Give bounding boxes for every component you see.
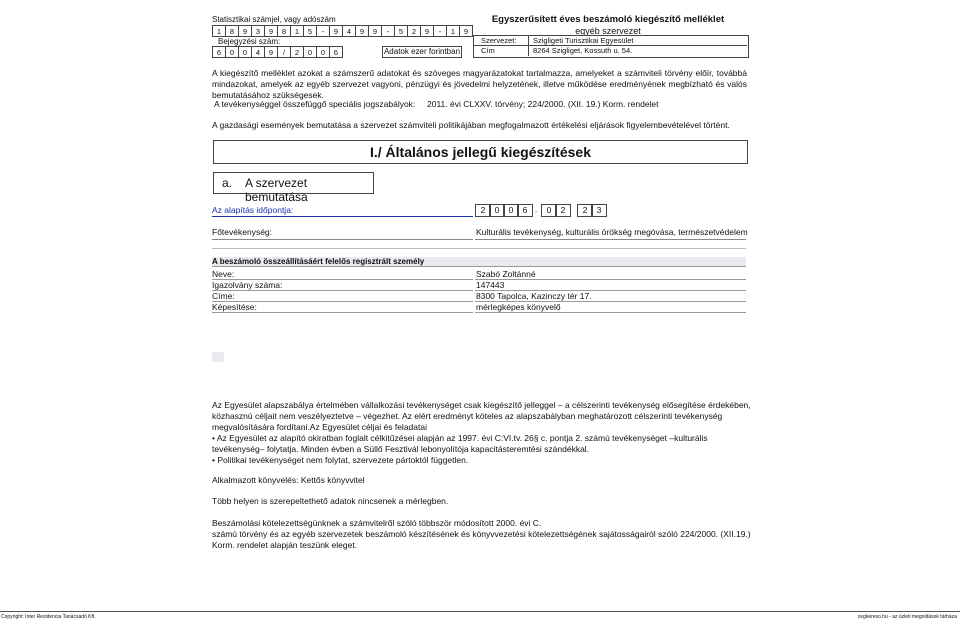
responsible-value: Szabó Zoltánné	[476, 269, 536, 279]
address-value: 8264 Szigliget, Kossuth u. 54.	[533, 46, 633, 55]
digit-cell: 0	[239, 47, 252, 58]
date-digit: 2	[555, 204, 571, 217]
law-label: A tevékenységgel összefüggő speciális jogszabályok:	[214, 99, 416, 109]
body-paragraph-goals: Az Egyesület alapszabálya értelmében vállalkozási tevékenységet csak kiegészítő jelleggel – a célszerinti tevékenység elősegítése érdekében, közhasznú céljait nem veszélyeztetve – végezhet. Az elért eredményt köteles az alapszabályban meghatározott célszerinti tevékenység megvalósítására fordítani.Az Egyesület céljai és feladatai	[212, 400, 751, 432]
digit-cell: /	[278, 47, 291, 58]
digit-cell: 9	[356, 26, 369, 37]
digit-cell: 2	[408, 26, 421, 37]
section-title-box	[213, 140, 748, 164]
date-digit: 0	[541, 204, 557, 217]
org-value: Szigligeti Turisztikai Egyesület	[533, 36, 634, 45]
responsible-value: 147443	[476, 280, 505, 290]
date-digit: 0	[489, 204, 505, 217]
responsible-heading: A beszámoló összeállításáért felelős regisztrált személy	[212, 257, 746, 267]
digit-cell: 0	[317, 47, 330, 58]
reporting-obligation-line2: számú törvény és az egyéb szervezetek beszámoló készítésének és könyvvezetési kötelezettségének sajátosságairól szóló 224/2000. (XII.19.) Korm. rendelet alapján teszünk eleget.	[212, 529, 751, 550]
digit-cell: -	[317, 26, 330, 37]
section-title: I./ Általános jellegű kiegészítések	[370, 144, 591, 160]
founding-date-label: Az alapítás időpontja:	[212, 205, 294, 215]
digit-cell: 8	[226, 26, 239, 37]
responsible-label: Címe:	[212, 291, 235, 301]
footer-copyright: Copyright: Inter Rezidencia Tanácsadó Kft.	[1, 614, 96, 620]
responsible-label: Neve:	[212, 269, 235, 279]
registration-label: Bejegyzési szám:	[218, 37, 281, 46]
registration-cells	[212, 46, 343, 58]
digit-cell: 5	[304, 26, 317, 37]
intro-paragraph: A kiegészítő melléklet azokat a számszerű adatokat és szöveges magyarázatokat tartalmazza, amelyeket a számviteli törvény előír, továbbá mindazokat, amelyek az egyéb szervezet vagyoni, pénzügyi és jövedelmi helyzetének, illetve működése eredményének megbízható és valós bemutatásához szükségesek.	[212, 68, 747, 100]
digit-cell: 9	[265, 47, 278, 58]
responsible-value: mérlegképes könyvelő	[476, 302, 561, 312]
digit-cell: 1	[447, 26, 460, 37]
digit-cell: 6	[213, 47, 226, 58]
responsible-label: Képesítése:	[212, 302, 257, 312]
digit-cell: 1	[213, 26, 226, 37]
main-activity-value: Kulturális tevékenység, kulturális örökség megóvása, természetvédelem	[476, 227, 748, 237]
digit-cell: 9	[239, 26, 252, 37]
stat-number-cells	[212, 25, 473, 37]
date-digit: .	[534, 204, 538, 214]
digit-cell: 9	[330, 26, 343, 37]
report-title: Egyszerűsített éves beszámoló kiegészítő melléklet	[491, 14, 725, 25]
date-digit: 2	[577, 204, 593, 217]
org-label: Szervezet:	[481, 36, 517, 45]
digit-cell: -	[434, 26, 447, 37]
law-value: 2011. évi CLXXV. törvény; 224/2000. (XII. 19.) Korm. rendelet	[427, 99, 659, 109]
subsection-title: A szervezet bemutatása	[245, 176, 308, 204]
reporting-obligation-line1: Beszámolási kötelezettségünknek a számvitelről szóló többször módosított 2000. évi C.	[212, 518, 542, 528]
bullet-activity: • Az Egyesület az alapító okiratban foglalt célkitűzései alapján az 1997. évi C:VI.tv. 26§ c. pontja 2. számú tevékenységet –kulturális tevékenység– folytatja. Minden évben a Süllő Fesztivál lebonyolítója kapacitásteremtési szándékkal.	[212, 433, 708, 454]
digit-cell: 5	[395, 26, 408, 37]
date-digit	[569, 204, 577, 215]
empty-checkbox	[212, 352, 224, 362]
bullet-politics: • Politikai tevékenységet nem folytat, szervezete pártoktól független.	[212, 455, 469, 465]
balance-note: Több helyen is szerepeltethető adatok nincsenek a mérlegben.	[212, 496, 449, 506]
subsection-letter: a.	[222, 176, 233, 190]
digit-cell: 2	[291, 47, 304, 58]
digit-cell: 9	[421, 26, 434, 37]
bookkeeping-method: Alkalmazott könyvelés: Kettős könyvvitel	[212, 475, 365, 485]
date-digit: 0	[503, 204, 519, 217]
digit-cell: 4	[343, 26, 356, 37]
address-label: Cím	[481, 46, 495, 55]
stat-number-label: Statisztikai számjel, vagy adószám	[212, 15, 336, 24]
digit-cell: 6	[330, 47, 343, 58]
digit-cell: 4	[252, 47, 265, 58]
date-digit: 3	[591, 204, 607, 217]
digit-cell: 8	[278, 26, 291, 37]
currency-note: Adatok ezer forintban	[383, 47, 461, 56]
digit-cell: 1	[291, 26, 304, 37]
digit-cell: 0	[304, 47, 317, 58]
date-digit: 2	[475, 204, 491, 217]
accounting-policy-note: A gazdasági események bemutatása a szervezet számviteli politikájában megfogalmazott értékelési eljárások figyelembevételével történt.	[212, 120, 730, 130]
responsible-value: 8300 Tapolca, Kazinczy tér 17.	[476, 291, 592, 301]
report-subtitle: egyéb szervezet	[575, 26, 641, 36]
date-digit: 6	[517, 204, 533, 217]
digit-cell: -	[382, 26, 395, 37]
main-activity-label: Főtevékenység:	[212, 227, 273, 237]
footer-site: cegkereso.hu - az üzleti megoldások tárháza	[857, 614, 957, 620]
digit-cell: 9	[265, 26, 278, 37]
subsection-box	[213, 172, 374, 204]
responsible-label: Igazolvány száma:	[212, 280, 283, 290]
digit-cell: 9	[460, 26, 473, 37]
digit-cell: 3	[252, 26, 265, 37]
digit-cell: 9	[369, 26, 382, 37]
digit-cell: 0	[226, 47, 239, 58]
